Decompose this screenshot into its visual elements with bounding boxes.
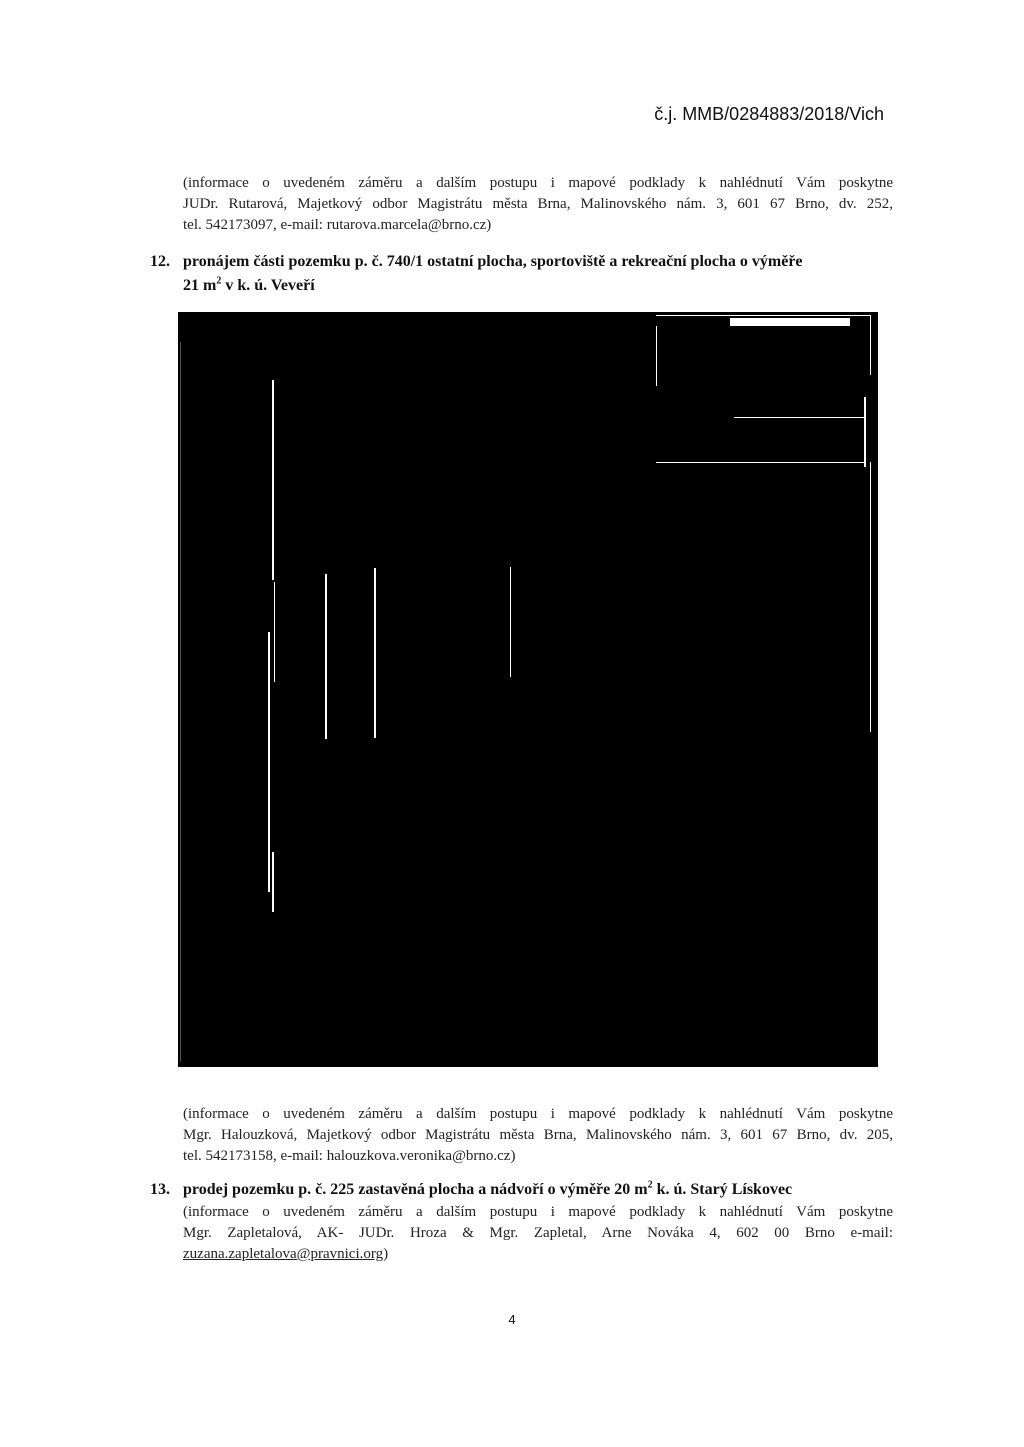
item-12-heading <box>150 250 910 298</box>
paragraph-line: JUDr. Rutarová, Majetkový odbor Magistrátu města Brna, Malinovského nám. 3, 601 67 Brno, dv. 252, <box>183 196 893 212</box>
contact-info-paragraph <box>183 173 893 236</box>
contact-info-paragraph <box>183 1202 893 1265</box>
paragraph-line: tel. 542173097, e-mail: rutarova.marcela@brno.cz) <box>183 217 492 233</box>
paragraph-line: (informace o uvedeném záměru a dalším postupu i mapové podklady k nahlédnutí Vám poskytne <box>183 1204 893 1220</box>
item-13-heading <box>150 1178 910 1202</box>
area-value: 21 m <box>183 277 217 294</box>
item-title: prodej pozemku p. č. 225 zastavěná plocha a nádvoří o výměře 20 m <box>183 1181 648 1198</box>
email-link[interactable]: zuzana.zapletalova@pravnici.org <box>183 1246 384 1262</box>
map-frame-left <box>180 342 181 1062</box>
map-line <box>870 462 871 732</box>
map-line <box>268 632 270 892</box>
map-line <box>272 380 274 580</box>
map-line <box>325 574 327 739</box>
item-title-continuation <box>150 274 910 298</box>
map-line <box>656 462 864 463</box>
paragraph-line: tel. 542173158, e-mail: halouzkova.veronika@brno.cz) <box>183 1148 516 1164</box>
item-title-line: pronájem části pozemku p. č. 740/1 ostatní plocha, sportoviště a rekreační plocha o výměře <box>183 253 803 270</box>
map-line <box>734 417 864 418</box>
document-reference-number: č.j. MMB/0284883/2018/Vich <box>654 104 884 124</box>
paragraph-line: Mgr. Zapletalová, AK- JUDr. Hroza & Mgr. Zapletal, Arne Nováka 4, 602 00 Brno e-mail: <box>183 1225 893 1241</box>
area-unit-exponent: 2 <box>647 1179 653 1191</box>
area-unit-exponent: 2 <box>216 275 222 287</box>
paragraph-line: Mgr. Halouzková, Majetkový odbor Magistrátu města Brna, Malinovského nám. 3, 601 67 Brno, dv. 205, <box>183 1127 893 1143</box>
cadastral-area: k. ú. Starý Lískovec <box>652 1181 793 1198</box>
map-line <box>272 852 274 912</box>
contact-info-paragraph <box>183 1104 893 1167</box>
map-line <box>656 326 657 386</box>
map-line <box>870 315 871 375</box>
cadastral-area: v k. ú. Veveří <box>221 277 315 294</box>
map-line <box>864 397 866 467</box>
paragraph-line <box>183 1244 893 1265</box>
closing-parenthesis: ) <box>383 1246 389 1262</box>
map-image <box>178 312 878 1067</box>
map-line <box>656 315 871 316</box>
page-number: 4 <box>508 1312 516 1327</box>
map-line <box>730 318 850 326</box>
item-number: 13. <box>150 1181 170 1198</box>
paragraph-line: (informace o uvedeném záměru a dalším postupu i mapové podklady k nahlédnutí Vám poskytne <box>183 175 893 191</box>
item-number: 12. <box>150 253 170 270</box>
map-line <box>510 567 511 677</box>
paragraph-line: (informace o uvedeném záměru a dalším postupu i mapové podklady k nahlédnutí Vám poskytne <box>183 1106 893 1122</box>
map-line <box>374 568 376 738</box>
map-line <box>274 582 275 682</box>
